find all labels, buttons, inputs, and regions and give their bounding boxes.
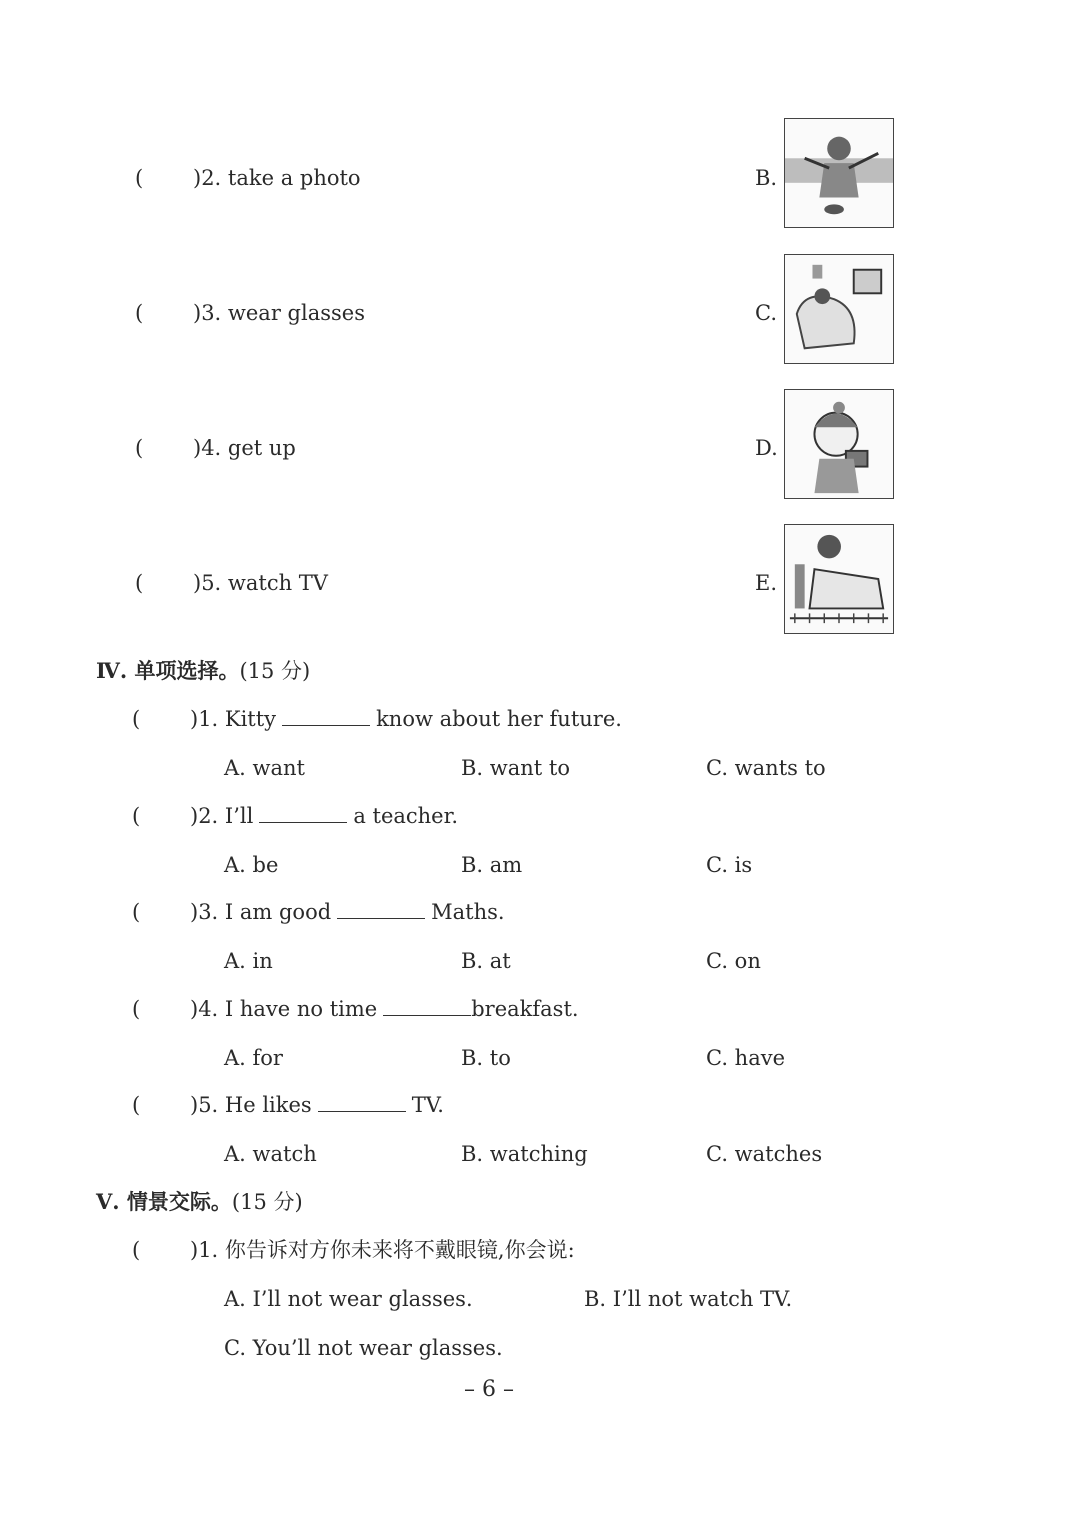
answer-paren[interactable]: ( xyxy=(132,997,141,1021)
option-a[interactable]: A. I’ll not wear glasses. xyxy=(224,1287,473,1311)
question-4-5 xyxy=(132,1093,444,1117)
picture-c xyxy=(784,254,894,364)
girl-getting-up-icon xyxy=(785,525,893,633)
answer-paren[interactable]: ( xyxy=(132,1093,141,1117)
option-letter-c: C. xyxy=(755,301,777,325)
question-text: )1. Kitty xyxy=(190,707,277,731)
page-number: – 6 – xyxy=(464,1377,514,1402)
option-b[interactable]: B. am xyxy=(461,853,523,877)
match-item-3 xyxy=(135,301,365,325)
question-text: )1. 你告诉对方你未来将不戴眼镜,你会说: xyxy=(190,1238,575,1262)
option-letter-e: E. xyxy=(755,571,778,595)
match-item-2 xyxy=(135,166,361,190)
option-b[interactable]: B. at xyxy=(461,949,511,973)
match-item-text: )5. watch TV xyxy=(193,571,328,595)
question-text: TV. xyxy=(411,1093,444,1117)
option-b[interactable]: B. to xyxy=(461,1046,511,1070)
picture-b xyxy=(784,118,894,228)
answer-blank[interactable] xyxy=(318,1093,406,1112)
answer-paren[interactable]: ( xyxy=(135,301,144,325)
answer-paren[interactable]: ( xyxy=(132,804,141,828)
option-letter-b: B. xyxy=(755,166,778,190)
option-a[interactable]: A. watch xyxy=(224,1142,317,1166)
question-4-4 xyxy=(132,997,579,1021)
question-4-3 xyxy=(132,900,505,924)
question-4-1 xyxy=(132,707,622,731)
option-b[interactable]: B. want to xyxy=(461,756,570,780)
question-text: )2. I’ll xyxy=(190,804,254,828)
match-item-text: )4. get up xyxy=(193,436,296,460)
picture-e xyxy=(784,524,894,634)
option-a[interactable]: A. want xyxy=(224,756,305,780)
question-text: )3. I am good xyxy=(190,900,332,924)
answer-blank[interactable] xyxy=(259,804,347,823)
section-score: (15 分) xyxy=(239,659,311,683)
answer-blank[interactable] xyxy=(383,997,471,1016)
answer-blank[interactable] xyxy=(282,707,370,726)
question-4-2 xyxy=(132,804,458,828)
section-4-heading xyxy=(96,659,310,683)
option-c[interactable]: C. You’ll not wear glasses. xyxy=(224,1336,503,1360)
match-item-4 xyxy=(135,436,296,460)
match-item-text: )2. take a photo xyxy=(193,166,361,190)
question-text: )4. I have no time xyxy=(190,997,378,1021)
option-letter-d: D. xyxy=(755,436,778,460)
answer-paren[interactable]: ( xyxy=(132,707,141,731)
section-score: (15 分) xyxy=(231,1190,303,1214)
picture-d xyxy=(784,389,894,499)
girl-watching-tv-icon xyxy=(785,255,893,363)
answer-paren[interactable]: ( xyxy=(132,900,141,924)
match-item-5 xyxy=(135,571,328,595)
option-c[interactable]: C. have xyxy=(706,1046,786,1070)
answer-blank[interactable] xyxy=(337,900,425,919)
answer-paren[interactable]: ( xyxy=(135,571,144,595)
option-c[interactable]: C. wants to xyxy=(706,756,826,780)
answer-paren[interactable]: ( xyxy=(135,166,144,190)
option-a[interactable]: A. be xyxy=(224,853,279,877)
section-5-heading xyxy=(96,1190,303,1214)
option-c[interactable]: C. is xyxy=(706,853,753,877)
option-c[interactable]: C. watches xyxy=(706,1142,823,1166)
option-c[interactable]: C. on xyxy=(706,949,761,973)
question-text: )5. He likes xyxy=(190,1093,312,1117)
question-text: know about her future. xyxy=(376,707,622,731)
option-a[interactable]: A. in xyxy=(224,949,273,973)
section-title: Ⅳ. 单项选择。 xyxy=(96,658,240,683)
option-a[interactable]: A. for xyxy=(224,1046,283,1070)
question-5-1 xyxy=(132,1238,575,1262)
question-text: Maths. xyxy=(431,900,505,924)
question-text: breakfast. xyxy=(471,997,579,1021)
answer-paren[interactable]: ( xyxy=(132,1238,141,1262)
girl-jumping-icon xyxy=(785,119,893,227)
girl-with-camera-icon xyxy=(785,390,893,498)
question-text: a teacher. xyxy=(353,804,459,828)
option-b[interactable]: B. I’ll not watch TV. xyxy=(584,1287,793,1311)
answer-paren[interactable]: ( xyxy=(135,436,144,460)
section-title: Ⅴ. 情景交际。 xyxy=(96,1189,232,1214)
option-b[interactable]: B. watching xyxy=(461,1142,588,1166)
match-item-text: )3. wear glasses xyxy=(193,301,365,325)
